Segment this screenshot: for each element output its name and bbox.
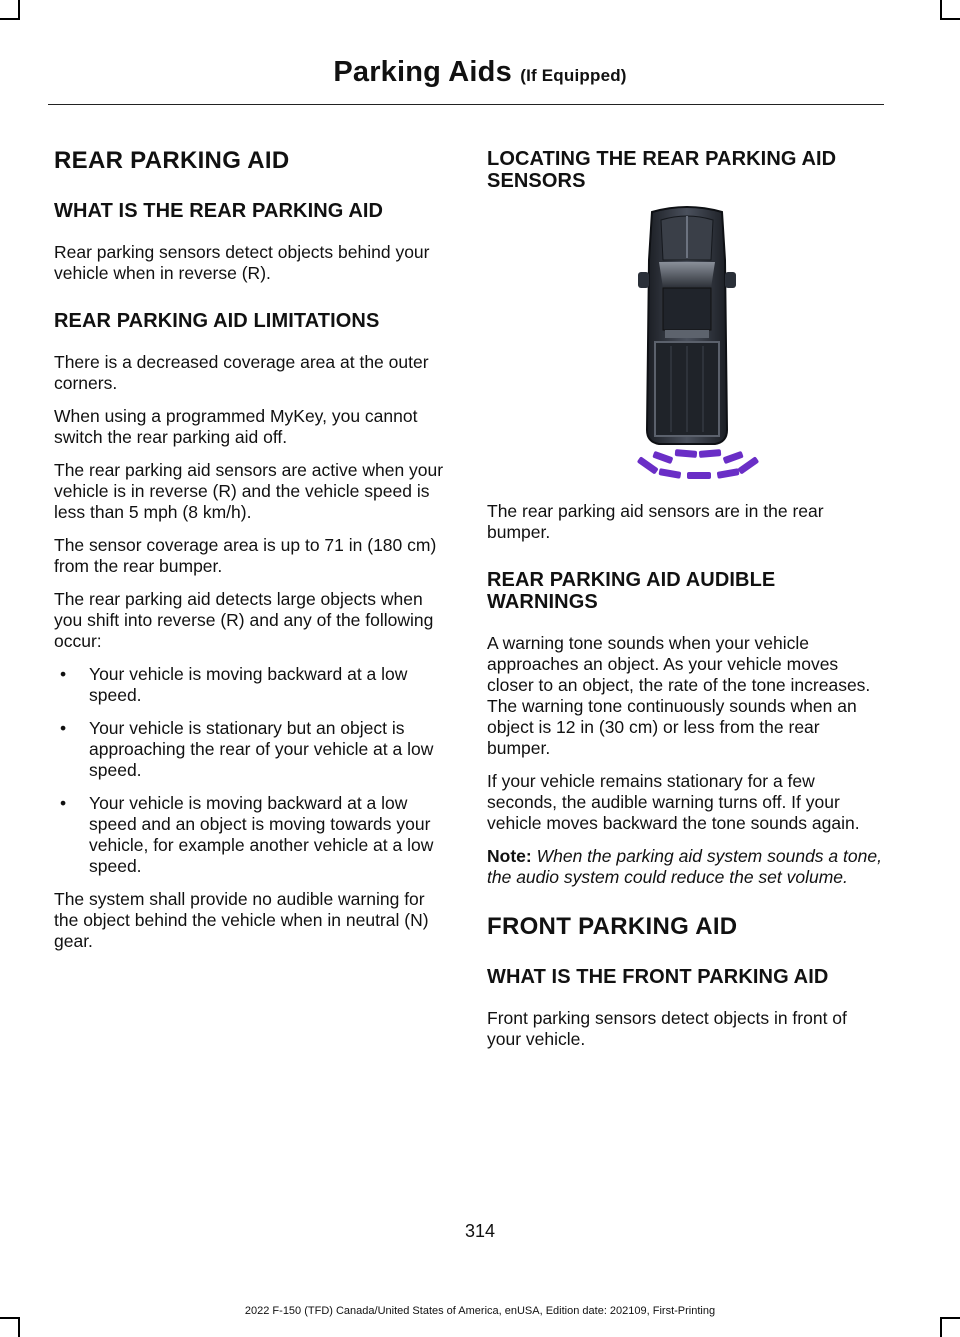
figure-caption: The rear parking aid sensors are in the rear bumper. xyxy=(487,501,824,542)
header-title: Parking Aids xyxy=(333,56,512,88)
edition-footer: 2022 F-150 (TFD) Canada/United States of America, enUSA, Edition date: 202109, First-Printing xyxy=(244,1305,716,1317)
front-parking-aid-title: FRONT PARKING AID xyxy=(487,913,738,940)
audible-paragraph: A warning tone sounds when your vehicle approaches an object. As your vehicle moves closer to an object, the rate of the tone increases. The warning tone continuously sounds when an object is 12 in (30 cm) or less from the rear bumper. xyxy=(487,633,871,758)
list-item xyxy=(54,718,447,781)
left-column xyxy=(54,148,447,964)
list-item-text: Your vehicle is moving backward at a low speed and an object is moving towards your vehicle, for example another vehicle at a low speed. xyxy=(89,793,434,877)
what-is-rear-parking-aid-text: Rear parking sensors detect objects behind your vehicle when in reverse (R). xyxy=(54,242,430,284)
note-label: Note: xyxy=(487,846,532,866)
list-item-text: Your vehicle is stationary but an object is approaching the rear of your vehicle at a low speed. xyxy=(89,718,434,781)
crop-mark-bottom-right xyxy=(940,1317,942,1337)
right-column xyxy=(487,148,882,1062)
page-header xyxy=(0,56,960,89)
audible-warnings-heading: REAR PARKING AID AUDIBLE WARNINGS xyxy=(487,569,776,613)
bullet-glyph: • xyxy=(60,718,67,739)
rear-sensor-arcs xyxy=(637,449,760,479)
limitations-paragraph: The sensor coverage area is up to 71 in (180 cm) from the rear bumper. xyxy=(54,535,437,577)
crop-mark-bottom-right-h xyxy=(940,1317,960,1319)
truck-top-view-rear-sensors-icon xyxy=(487,200,882,485)
crop-mark-top-left xyxy=(18,0,20,20)
bullet-glyph: • xyxy=(60,664,67,685)
neutral-gear-text: The system shall provide no audible warning for the object behind the vehicle when in neutral (N) gear. xyxy=(54,889,429,952)
rear-parking-aid-limitations-heading: REAR PARKING AID LIMITATIONS xyxy=(54,310,380,333)
bullet-glyph: • xyxy=(60,793,67,814)
what-is-front-parking-aid-heading: WHAT IS THE FRONT PARKING AID xyxy=(487,966,829,989)
list-item xyxy=(54,793,447,877)
locating-sensors-heading: LOCATING THE REAR PARKING AID SENSORS xyxy=(487,148,837,192)
page-number: 314 xyxy=(464,1221,496,1241)
limitations-paragraph: When using a programmed MyKey, you cannot switch the rear parking aid off. xyxy=(54,406,418,448)
header-subtitle: (If Equipped) xyxy=(520,66,627,85)
crop-mark-top-left-h xyxy=(0,18,20,20)
limitations-paragraph: The rear parking aid detects large objects when you shift into reverse (R) and any of the following occur: xyxy=(54,589,434,652)
header-divider xyxy=(48,104,884,105)
limitations-paragraph: The rear parking aid sensors are active when your vehicle is in reverse (R) and the vehicle speed is less than 5 mph (8 km/h). xyxy=(54,460,444,523)
audible-paragraph: If your vehicle remains stationary for a few seconds, the audible warning turns off. If your vehicle moves backward the tone sounds again. xyxy=(487,771,860,833)
crop-mark-top-right-h xyxy=(940,18,960,20)
conditions-list xyxy=(54,664,447,877)
truck-illustration xyxy=(487,200,882,485)
rear-parking-aid-title: REAR PARKING AID xyxy=(54,147,290,174)
what-is-rear-parking-aid-heading: WHAT IS THE REAR PARKING AID xyxy=(54,200,384,223)
crop-mark-bottom-left xyxy=(18,1317,20,1337)
note-paragraph xyxy=(487,846,882,888)
list-item-text: Your vehicle is moving backward at a low speed. xyxy=(89,664,408,706)
crop-mark-bottom-left-h xyxy=(0,1317,20,1319)
crop-mark-top-right xyxy=(940,0,942,20)
note-text: When the parking aid system sounds a tone, the audio system could reduce the set volume. xyxy=(487,846,882,887)
list-item xyxy=(54,664,447,706)
what-is-front-parking-aid-text: Front parking sensors detect objects in front of your vehicle. xyxy=(487,1008,847,1050)
limitations-paragraph: There is a decreased coverage area at the outer corners. xyxy=(54,352,429,394)
